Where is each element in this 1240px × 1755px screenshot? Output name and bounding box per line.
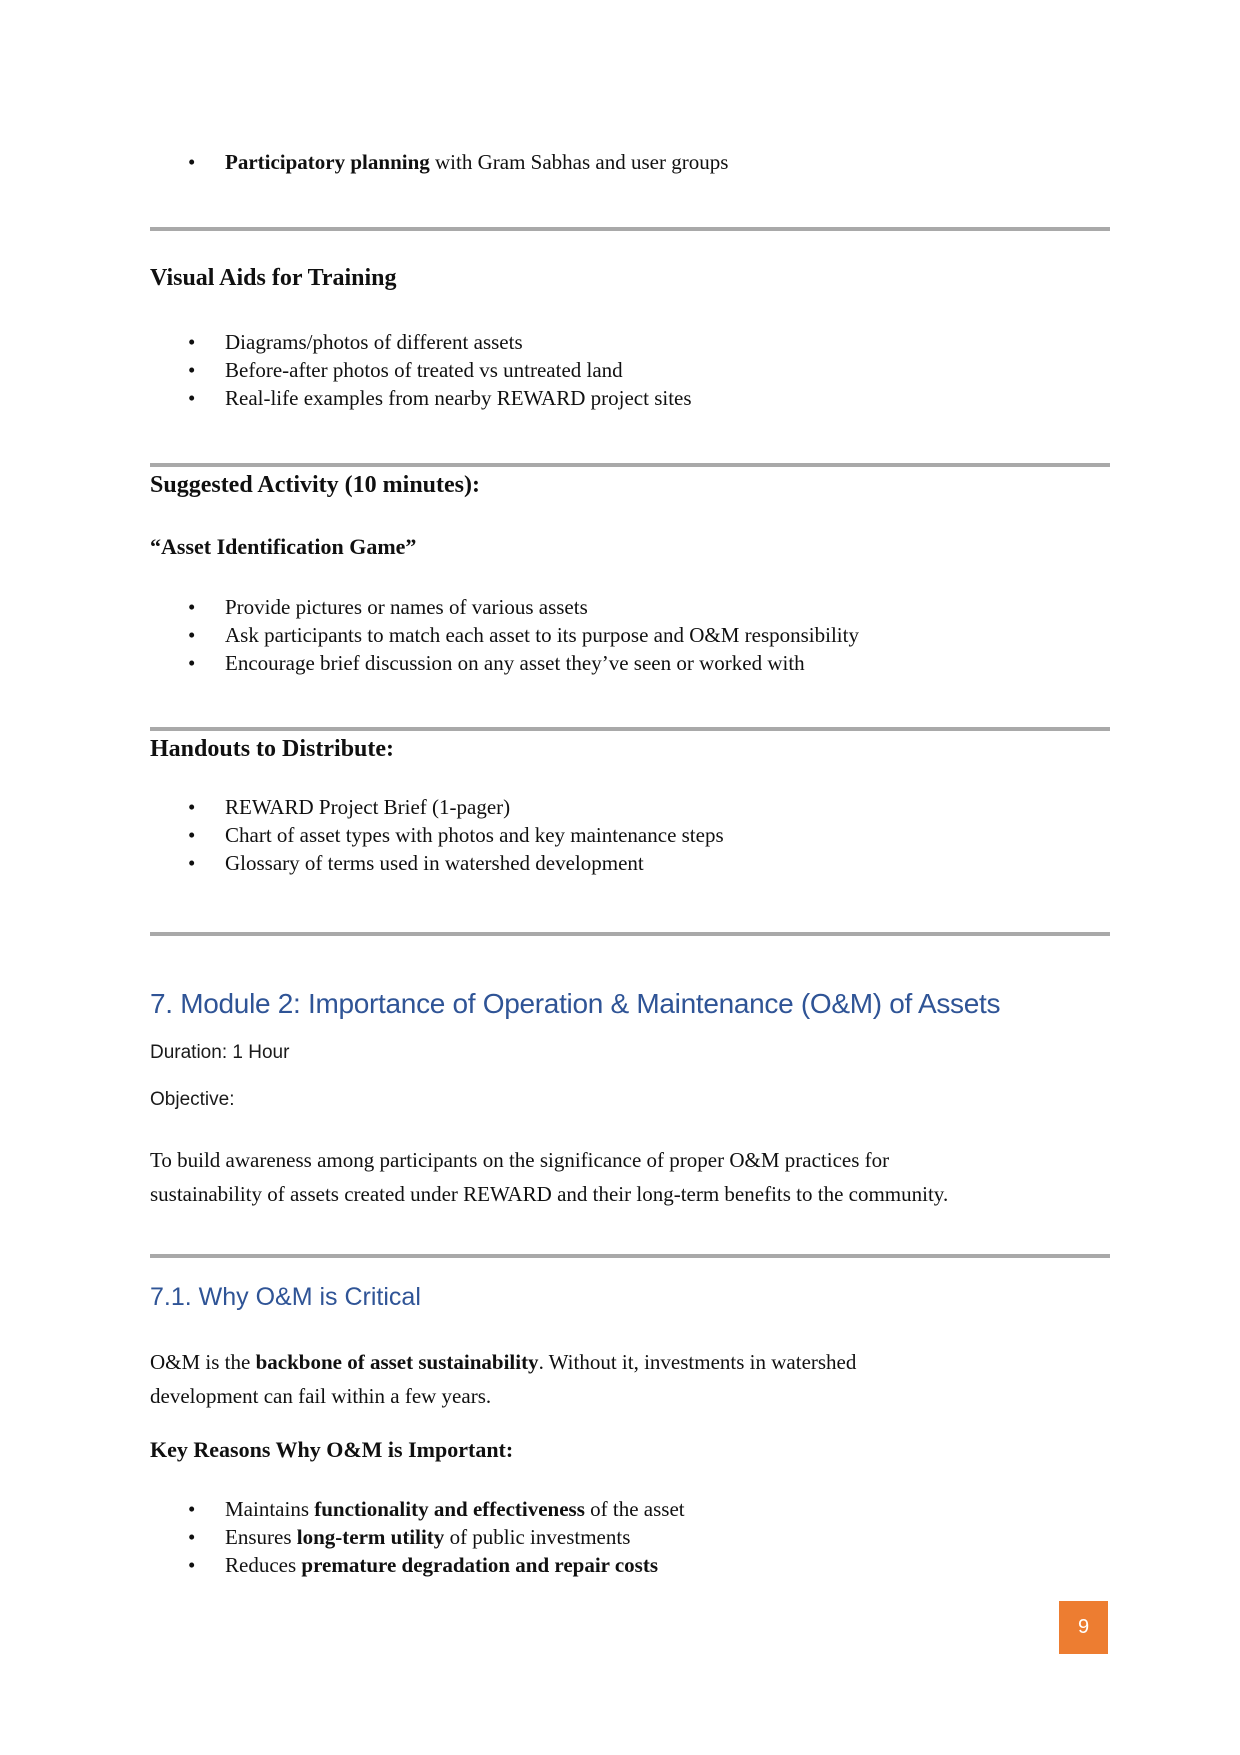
section-heading-visual-aids: Visual Aids for Training [150, 265, 397, 291]
module2-heading: 7. Module 2: Importance of Operation & Maintenance (O&M) of Assets [150, 988, 1001, 1019]
bullet-icon: • [188, 595, 196, 619]
bullet-icon: • [188, 386, 196, 410]
list-item [150, 621, 1110, 649]
paragraph-text: . Without it, investments in watershed [538, 1350, 857, 1374]
list-item [150, 384, 1110, 412]
suggested-activity-list [150, 593, 1110, 677]
list-item [150, 1523, 1110, 1551]
why-om-heading: 7.1. Why O&M is Critical [150, 1283, 421, 1311]
horizontal-rule [150, 727, 1110, 731]
participatory-planning-list [150, 148, 1110, 176]
module2-objective-label: Objective: [150, 1089, 235, 1110]
bullet-icon: • [188, 330, 196, 354]
bullet-icon: • [188, 823, 196, 847]
list-item [150, 593, 1110, 621]
bullet-icon: • [188, 795, 196, 819]
horizontal-rule [150, 227, 1110, 231]
list-item-bold-text: Participatory planning [225, 150, 430, 174]
list-item [150, 649, 1110, 677]
list-item [150, 849, 1110, 877]
page-number-badge [1059, 1601, 1108, 1654]
list-item [150, 148, 1110, 176]
list-item-bold-text: premature degradation and repair costs [301, 1553, 659, 1577]
list-item-bold-text: functionality and effectiveness [314, 1497, 585, 1521]
list-item-text: of public investments [444, 1525, 631, 1549]
page-number: 9 [1077, 1616, 1090, 1638]
visual-aids-list [150, 328, 1110, 412]
list-item [150, 1551, 1110, 1579]
horizontal-rule [150, 1254, 1110, 1258]
list-item-text: Reduces [225, 1553, 302, 1577]
paragraph-line: sustainability of assets created under REWARD and their long-term benefits to the community. [150, 1182, 949, 1206]
module2-duration: Duration: 1 Hour [150, 1042, 290, 1063]
bullet-icon: • [188, 851, 196, 875]
subheading-asset-identification-game: “Asset Identification Game” [150, 534, 417, 559]
why-om-paragraph [150, 1345, 1110, 1413]
list-item-text: Ensures [225, 1525, 297, 1549]
paragraph-bold-text: backbone of asset sustainability [255, 1350, 539, 1374]
bullet-icon: • [188, 358, 196, 382]
horizontal-rule [150, 932, 1110, 936]
list-item [150, 328, 1110, 356]
section-heading-handouts: Handouts to Distribute: [150, 736, 395, 762]
bullet-icon: • [188, 651, 196, 675]
bullet-icon: • [188, 150, 196, 174]
bullet-icon: • [188, 1497, 196, 1521]
list-item [150, 821, 1110, 849]
paragraph-line: development can fail within a few years. [150, 1384, 492, 1408]
list-item-text: Diagrams/photos of different assets [225, 330, 523, 354]
paragraph-line [150, 1345, 1110, 1379]
module2-objective-paragraph [150, 1143, 1110, 1211]
list-item-bold-text: long-term utility [296, 1525, 445, 1549]
list-item [150, 356, 1110, 384]
key-reasons-list [150, 1495, 1110, 1579]
section-heading-suggested-activity: Suggested Activity (10 minutes): [150, 472, 480, 498]
list-item-text: Real-life examples from nearby REWARD project sites [225, 386, 692, 410]
list-item-text: Chart of asset types with photos and key maintenance steps [225, 823, 724, 847]
list-item-text: Ask participants to match each asset to its purpose and O&M responsibility [225, 623, 859, 647]
list-item [150, 1495, 1110, 1523]
handouts-list [150, 793, 1110, 877]
list-item-text: Encourage brief discussion on any asset they’ve seen or worked with [225, 651, 805, 675]
bullet-icon: • [188, 623, 196, 647]
key-reasons-heading: Key Reasons Why O&M is Important: [150, 1437, 514, 1462]
paragraph-text: O&M is the [150, 1350, 256, 1374]
list-item-text: REWARD Project Brief (1-pager) [225, 795, 511, 819]
bullet-icon: • [188, 1525, 196, 1549]
list-item-text: Before-after photos of treated vs untreated land [225, 358, 623, 382]
bullet-icon: • [188, 1553, 196, 1577]
list-item-text: Maintains [225, 1497, 315, 1521]
list-item-text: Provide pictures or names of various assets [225, 595, 588, 619]
paragraph-line: To build awareness among participants on the significance of proper O&M practices for [150, 1148, 890, 1172]
list-item-text: of the asset [584, 1497, 685, 1521]
list-item-text: Glossary of terms used in watershed development [225, 851, 644, 875]
list-item [150, 793, 1110, 821]
list-item-text: with Gram Sabhas and user groups [429, 150, 729, 174]
horizontal-rule [150, 463, 1110, 467]
